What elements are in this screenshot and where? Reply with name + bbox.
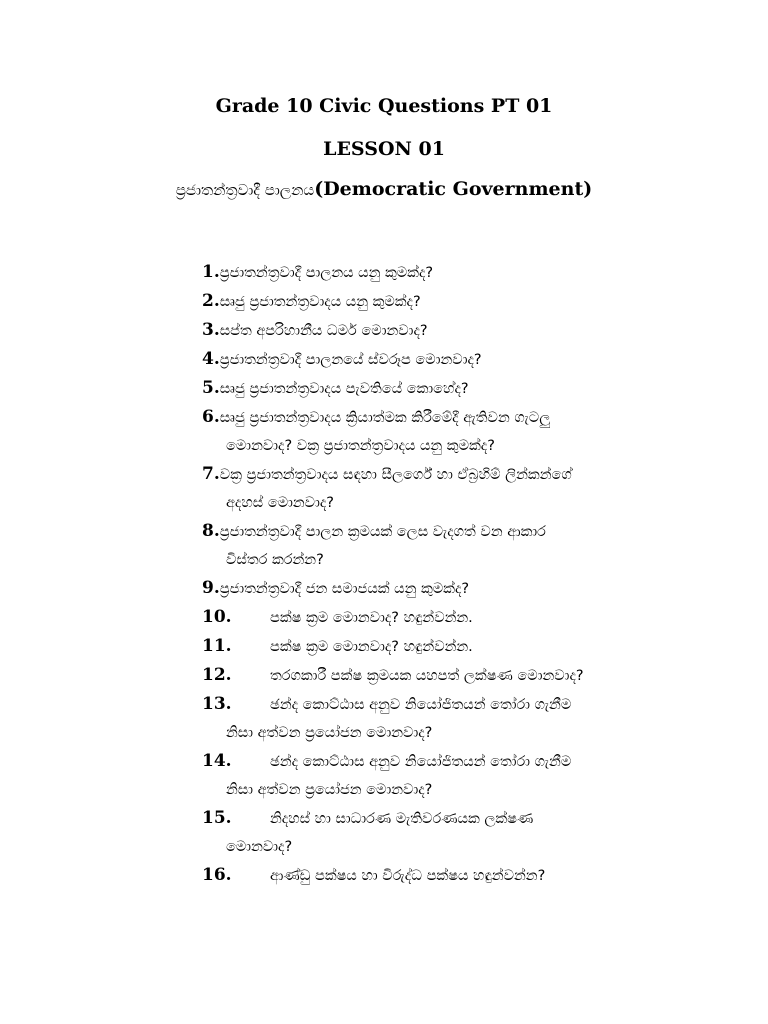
question-text: සෘජු ප්‍රජාතන්ත්‍රවාදය ක්‍රියාත්මක කිරීමේදී ඇතිවන ගැටලු <box>219 410 551 426</box>
question-number: 3. <box>202 320 220 340</box>
question-text: ඡන්ද කොට්ඨාස අනුව නියෝජිතයන් තෝරා ගැනීම <box>270 697 572 713</box>
question-list <box>202 258 682 890</box>
question-text: සප්ත අපරිහානීය ධර්ම මොනවාද? <box>219 323 428 339</box>
question-number: 2. <box>202 291 220 311</box>
question-item <box>202 661 682 690</box>
question-number: 4. <box>202 349 220 369</box>
question-number: 9. <box>202 578 220 598</box>
question-number: 1. <box>202 262 220 282</box>
question-text: ප්‍රජාතන්ත්‍රවාදී පාලනය යනු කුමක්ද? <box>219 265 434 281</box>
question-text: ප්‍රජාතන්ත්‍රවාදී ජන සමාජයක් යනු කුමක්ද? <box>219 581 470 597</box>
question-text: ප්‍රජාතන්ත්‍රවාදී පාලනයේ ස්වරූප මොනවාද? <box>219 352 482 368</box>
subtitle-english: (Democratic Government) <box>314 178 593 200</box>
question-text: තරගකාරී පක්ෂ ක්‍රමයක යහපත් ලක්ෂණ මොනවාද? <box>270 668 584 684</box>
question-text-continued: මොනවාද? වක්‍ර ප්‍රජාතන්ත්‍රවාදය යනු කුමක්ද? <box>226 438 495 454</box>
question-text: ප්‍රජාතන්ත්‍රවාදී පාලන ක්‍රමයක් ලෙස වැදගත් වන ආකාර <box>219 524 546 540</box>
question-number: 11. <box>202 636 232 656</box>
question-number: 15. <box>202 808 232 828</box>
question-text: නිදහස් හා සාධාරණ මැතිවරණයක ලක්ෂණ <box>270 811 534 827</box>
question-number: 13. <box>202 694 232 714</box>
lesson-heading: LESSON 01 <box>323 138 445 160</box>
question-item <box>202 574 682 603</box>
question-item <box>202 316 682 345</box>
question-text: සෘජු ප්‍රජාතන්ත්‍රවාදය යනු කුමක්ද? <box>219 294 421 310</box>
subtitle-sinhala: ප්‍රජාතන්ත්‍රවාදී පාලනය <box>175 181 315 199</box>
question-number: 6. <box>202 407 220 427</box>
question-text: වක්‍ර ප්‍රජාතන්ත්‍රවාදය සඳහා සීලර්ගේ හා ඒබ්‍රහිම් ලින්කන්ගේ <box>219 467 572 483</box>
question-item <box>202 690 682 747</box>
question-item <box>202 258 682 287</box>
question-item <box>202 632 682 661</box>
question-text-continued: මොනවාද? <box>226 839 293 855</box>
question-item <box>202 287 682 316</box>
question-text-continued: විස්තර කරන්න? <box>226 552 324 568</box>
question-text: පක්ෂ ක්‍රම මොනවාද? හඳුන්වන්න. <box>270 639 473 655</box>
question-item <box>202 861 682 890</box>
question-number: 5. <box>202 378 220 398</box>
question-text-continued: අදහස් මොනවාද? <box>226 495 334 511</box>
question-text-continued: නිසා අත්වන ප්‍රයෝජන මොනවාද? <box>226 725 433 741</box>
question-text: ඡන්ද කොට්ඨාස අනුව නියෝජිතයන් තෝරා ගැනීම <box>270 754 572 770</box>
question-number: 8. <box>202 521 220 541</box>
question-item <box>202 403 682 460</box>
question-item <box>202 460 682 517</box>
lesson-subtitle <box>0 178 768 200</box>
question-item <box>202 517 682 574</box>
question-item <box>202 804 682 861</box>
question-item <box>202 603 682 632</box>
question-number: 14. <box>202 751 232 771</box>
question-number: 12. <box>202 665 232 685</box>
question-text: සෘජු ප්‍රජාතන්ත්‍රවාදය පැවතියේ කොහේද? <box>219 381 469 397</box>
question-text: පක්ෂ ක්‍රම මොනවාද? හඳුන්වන්න. <box>270 610 473 626</box>
question-text: ආණ්ඩු පක්ෂය හා විරුද්ධ පක්ෂය හඳුන්වන්න? <box>270 868 546 884</box>
document-title: Grade 10 Civic Questions PT 01 <box>215 95 553 117</box>
question-item <box>202 747 682 804</box>
question-item <box>202 345 682 374</box>
question-number: 16. <box>202 865 232 885</box>
question-text-continued: නිසා අත්වන ප්‍රයෝජන මොනවාද? <box>226 782 433 798</box>
question-item <box>202 374 682 403</box>
question-number: 7. <box>202 464 220 484</box>
question-number: 10. <box>202 607 232 627</box>
